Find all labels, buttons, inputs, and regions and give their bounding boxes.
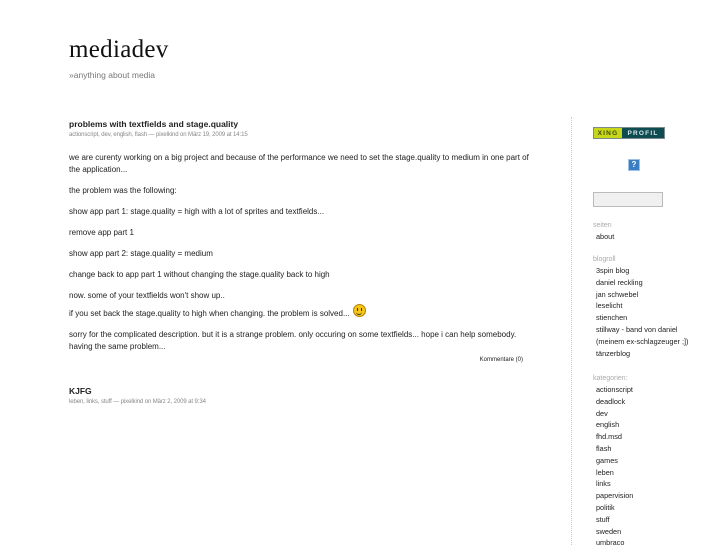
category-link[interactable]: papervision [596,491,634,501]
post-meta: leben, links, stuff — pixelkind on März 2, 2009 at 9:34 [69,398,206,405]
blogroll-link[interactable]: 3spin blog [596,266,630,275]
comments-link[interactable]: Kommentare (0) [479,356,523,363]
pages-section [593,220,723,243]
post-paragraph: show app part 1: stage.quality = high with a lot of sprites and textfields... [69,206,325,216]
blogroll-link[interactable]: (meinem ex-schlagzeuger ;]) [596,336,689,346]
sidebar [593,127,723,548]
post-meta: actionscript, dev, english, flash — pixelkind on März 19, 2009 at 14:15 [69,132,248,138]
post-paragraph: remove app part 1 [69,227,134,237]
main-content [69,118,529,407]
post-paragraph: show app part 2: stage.quality = medium [69,248,213,258]
post-body [69,152,529,352]
category-link[interactable]: english [596,420,620,430]
post-paragraph: now. some of your textfields won't show up.. [69,290,225,300]
xing-logo-label: XING [594,128,622,138]
category-link[interactable]: actionscript [596,385,633,394]
post-paragraph: sorry for the complicated description. but it is a strange problem. only occuring on some textfields... hope i can help somebody. having the same problem... [69,330,517,351]
smiley-icon [353,304,366,317]
post-paragraph-with-smiley [69,304,529,320]
blogroll-link[interactable]: tänzerblog [596,348,631,358]
blogroll-link[interactable]: stienchen [596,313,628,323]
blogroll-link[interactable]: jan schwebel [596,289,639,299]
blogroll-heading: blogroll [593,256,616,263]
post-title[interactable]: problems with textfields and stage.quality [69,119,239,129]
post [69,385,529,407]
site-tagline: »anything about media [69,70,156,80]
help-icon[interactable]: ? [628,159,640,171]
search-input[interactable] [593,192,663,207]
category-link[interactable]: deadlock [596,396,626,406]
post-paragraph: change back to app part 1 without changing the stage.quality back to high [69,269,330,279]
site-title[interactable]: mediadev [69,36,169,63]
category-link[interactable]: leben [596,467,614,477]
post-paragraph: the problem was the following: [69,185,177,195]
category-link[interactable]: games [596,455,618,465]
post [69,118,529,363]
category-link[interactable]: politik [596,502,615,512]
pages-heading: seiten [593,222,612,229]
blogroll-section [593,254,723,359]
category-link[interactable]: stuff [596,514,610,524]
blogroll-link[interactable]: stillway - band von daniel [596,324,678,334]
xing-profile-badge[interactable] [593,127,665,139]
categories-section [593,373,723,549]
page-link-about[interactable]: about [596,232,615,241]
category-link[interactable]: sweden [596,526,622,536]
category-link[interactable]: flash [596,443,612,453]
xing-profil-label: PROFIL [622,128,664,138]
blogroll-link[interactable]: leselicht [596,301,623,311]
post-paragraph: we are curenty working on a big project and because of the performance we need to set the stage.quality to medium in one part of the application... [69,153,529,174]
category-link[interactable]: fhd.msd [596,432,622,442]
sidebar-divider [571,117,572,545]
category-link[interactable]: dev [596,408,608,418]
category-link[interactable]: links [596,479,611,489]
blogroll-link[interactable]: daniel reckling [596,277,643,287]
post-title[interactable]: KJFG [69,385,92,396]
categories-heading: kategorien: [593,375,628,382]
category-link[interactable]: umbraco [596,538,625,548]
post-paragraph-text: if you set back the stage.quality to high when changing. the problem is solved... [69,309,350,318]
